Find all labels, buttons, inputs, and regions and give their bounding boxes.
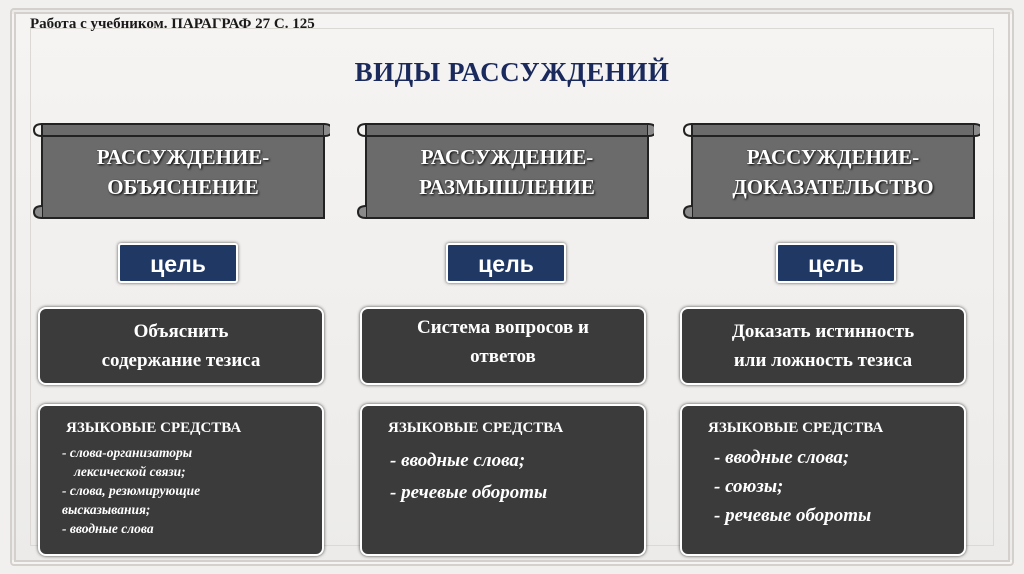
goal-label-proof: цель (776, 243, 896, 283)
means-item: - вводные слова (62, 521, 154, 536)
means-item: - союзы; (714, 476, 784, 497)
reasoning-type-title (698, 142, 968, 202)
purpose-line2: или ложность тезиса (733, 350, 913, 371)
purpose-box-proof (680, 307, 966, 385)
purpose-line1: Система вопросов и (417, 317, 589, 338)
reasoning-type-line1: РАССУЖДЕНИЕ- (746, 145, 920, 169)
reasoning-type-title (48, 142, 318, 202)
scroll-banner-reflection (354, 118, 654, 224)
page-title: ВИДЫ РАССУЖДЕНИЙ (354, 57, 670, 87)
reasoning-type-line1: РАССУЖДЕНИЕ- (96, 145, 270, 169)
means-item: лексической связи; (74, 464, 186, 479)
language-means-box-proof (680, 404, 966, 556)
language-means-title: ЯЗЫКОВЫЕ СРЕДСТВА (66, 420, 242, 436)
reasoning-type-line1: РАССУЖДЕНИЕ- (420, 145, 594, 169)
purpose-box-explanation (38, 307, 324, 385)
language-means-box-reflection (360, 404, 646, 556)
means-item: - слова, резюмирующие (62, 483, 201, 498)
means-item: - речевые обороты (714, 505, 872, 526)
means-item: - вводные слова; (714, 447, 850, 468)
goal-label-reflection: цель (446, 243, 566, 283)
assignment-header: Работа с учебником. ПАРАГРАФ 27 С. 125 (30, 16, 315, 32)
purpose-box-reflection (360, 307, 646, 385)
language-means-title: ЯЗЫКОВЫЕ СРЕДСТВА (388, 420, 564, 436)
purpose-line2: ответов (470, 346, 536, 367)
reasoning-type-line2: РАЗМЫШЛЕНИЕ (419, 175, 595, 199)
means-item: - речевые обороты (390, 482, 548, 503)
means-item: - вводные слова; (390, 450, 526, 471)
means-item: - слова-организаторы (62, 445, 193, 460)
purpose-line1: Доказать истинность (731, 321, 915, 342)
purpose-line1: Объяснить (133, 321, 229, 342)
language-means-list (704, 443, 964, 530)
reasoning-type-title (372, 142, 642, 202)
means-item: высказывания; (62, 502, 151, 517)
reasoning-type-line2: ОБЪЯСНЕНИЕ (107, 175, 259, 199)
language-means-title: ЯЗЫКОВЫЕ СРЕДСТВА (708, 420, 884, 436)
scroll-banner-explanation (30, 118, 330, 224)
language-means-box-explanation (38, 404, 324, 556)
language-means-list (384, 445, 644, 509)
goal-label-explanation: цель (118, 243, 238, 283)
purpose-line2: содержание тезиса (101, 350, 261, 371)
language-means-list (62, 443, 322, 538)
reasoning-type-line2: ДОКАЗАТЕЛЬСТВО (732, 175, 934, 199)
scroll-banner-proof (680, 118, 980, 224)
